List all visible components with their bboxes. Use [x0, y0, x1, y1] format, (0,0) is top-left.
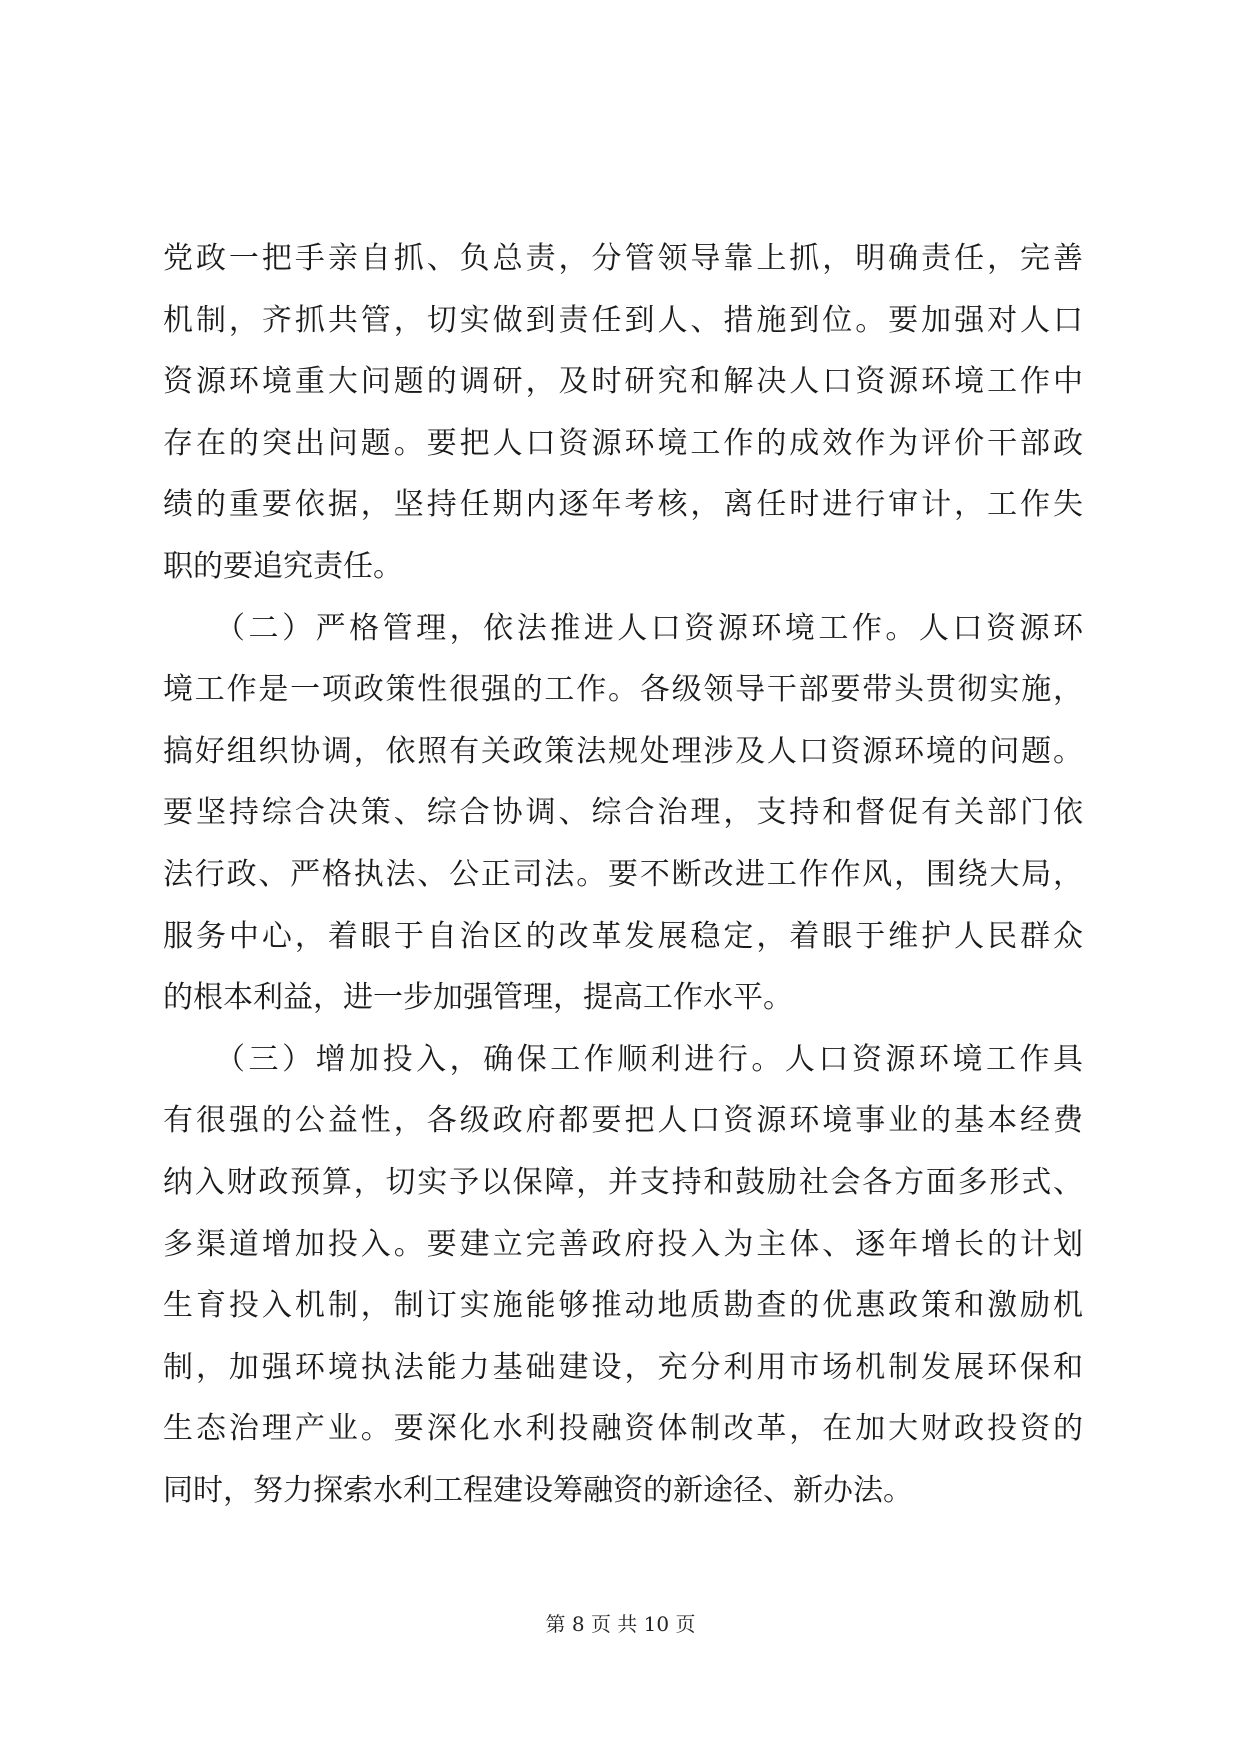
body-line: 纳入财政预算，切实予以保障，并支持和鼓励社会各方面多形式、	[163, 1164, 1083, 1200]
body-line: 服务中心，着眼于自治区的改革发展稳定，着眼于维护人民群众	[163, 918, 1083, 954]
body-line: 要坚持综合决策、综合协调、综合治理，支持和督促有关部门依	[163, 795, 1083, 831]
body-line: 职的要追究责任。	[163, 548, 403, 584]
body-line: 绩的重要依据，坚持任期内逐年考核，离任时进行审计，工作失	[163, 487, 1083, 523]
page-number-footer: 第 8 页 共 10 页	[545, 1612, 696, 1636]
body-line: 的根本利益，进一步加强管理，提高工作水平。	[163, 980, 793, 1016]
body-line: 机制，齐抓共管，切实做到责任到人、措施到位。要加强对人口	[163, 302, 1083, 338]
body-line: 法行政、严格执法、公正司法。要不断改进工作作风，围绕大局，	[163, 856, 1083, 892]
body-line: （三）增加投入，确保工作顺利进行。人口资源环境工作具	[163, 1041, 1083, 1077]
body-line: 制，加强环境执法能力基础建设，充分利用市场机制发展环保和	[163, 1349, 1083, 1385]
body-line: 党政一把手亲自抓、负总责，分管领导靠上抓，明确责任，完善	[163, 241, 1083, 276]
document-body	[163, 228, 1083, 1521]
body-line: 有很强的公益性，各级政府都要把人口资源环境事业的基本经费	[163, 1103, 1083, 1139]
body-line: 生育投入机制，制订实施能够推动地质勘查的优惠政策和激励机	[163, 1288, 1083, 1324]
body-line: 存在的突出问题。要把人口资源环境工作的成效作为评价干部政	[163, 425, 1083, 461]
body-line: 生态治理产业。要深化水利投融资体制改革，在加大财政投资的	[163, 1411, 1083, 1447]
body-line: 多渠道增加投入。要建立完善政府投入为主体、逐年增长的计划	[163, 1226, 1083, 1262]
body-line: （二）严格管理，依法推进人口资源环境工作。人口资源环	[163, 610, 1083, 646]
body-line: 搞好组织协调，依照有关政策法规处理涉及人口资源环境的问题。	[163, 733, 1083, 769]
body-line: 资源环境重大问题的调研，及时研究和解决人口资源环境工作中	[163, 364, 1083, 400]
body-line: 同时，努力探索水利工程建设筹融资的新途径、新办法。	[163, 1472, 913, 1508]
body-line: 境工作是一项政策性很强的工作。各级领导干部要带头贯彻实施，	[163, 672, 1083, 708]
